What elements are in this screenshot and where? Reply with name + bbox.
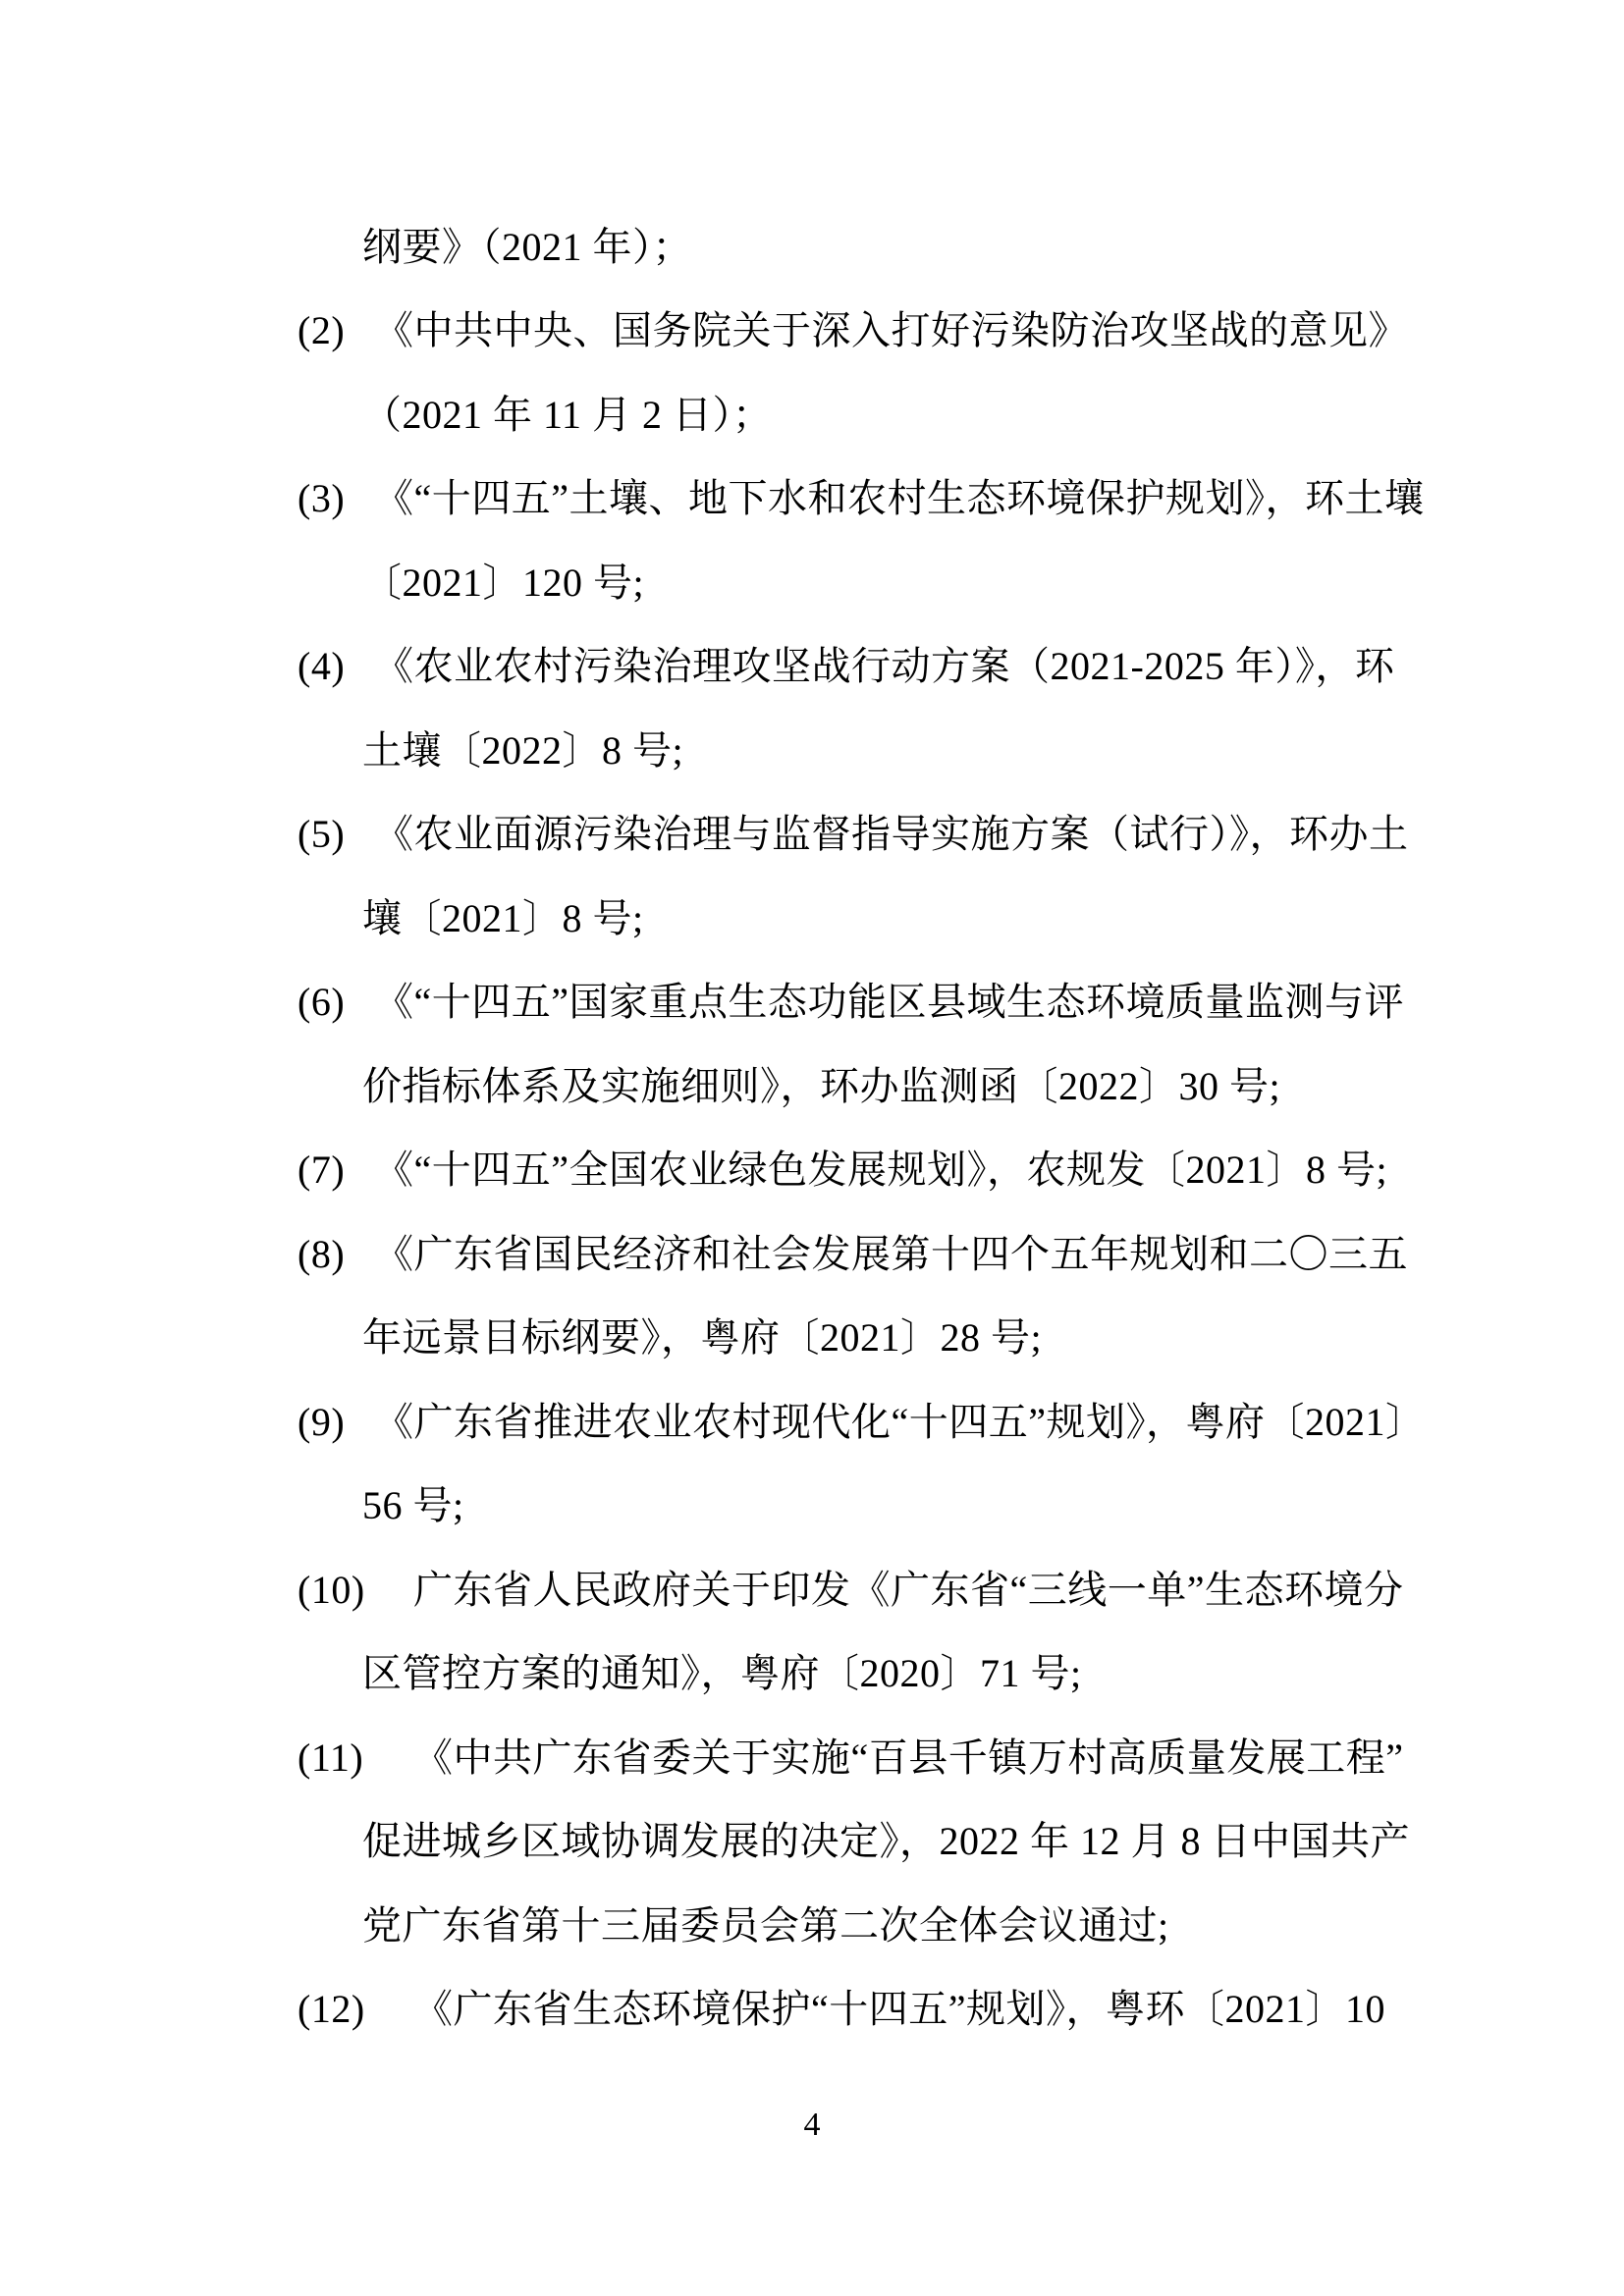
list-item-text: 《广东省国民经济和社会发展第十四个五年规划和二〇三五: [374, 1231, 1408, 1276]
list-item: [298, 290, 1446, 374]
list-item-continuation: [298, 205, 1446, 290]
list-item-text: 促进城乡区域协调发展的决定》，2022 年 12 月 8 日中国共产: [362, 1819, 1410, 1864]
list-item-text: 《农业农村污染治理攻坚战行动方案（2021-2025 年）》，环: [374, 644, 1395, 689]
list-item-number: (9): [298, 1399, 346, 1444]
list-item-text: 年远景目标纲要》，粤府〔2021〕28 号;: [362, 1315, 1043, 1361]
list-item: [298, 1212, 1446, 1297]
list-item-text: 广东省人民政府关于印发《广东省“三线一单”生态环境分: [413, 1567, 1404, 1612]
list-item-number: (11): [298, 1735, 364, 1780]
list-item-text: 价指标体系及实施细则》，环办监测函〔2022〕30 号;: [362, 1063, 1281, 1108]
list-item-continuation: [298, 1465, 1446, 1549]
list-item-text: 壤〔2021〕8 号;: [362, 895, 644, 940]
list-item-text: 《中共中央、国务院关于深入打好污染防治攻坚战的意见》: [374, 308, 1408, 353]
list-item-text: （2021 年 11 月 2 日）；: [362, 392, 773, 437]
list-item: [298, 1380, 1446, 1465]
list-item: [298, 457, 1446, 542]
list-item-text: 土壤〔2022〕8 号;: [362, 727, 684, 773]
list-item-number: (3): [298, 476, 346, 521]
list-item-text: 党广东省第十三届委员会第二次全体会议通过;: [362, 1902, 1169, 1948]
list-item: [298, 961, 1446, 1045]
list-item: [298, 1129, 1446, 1213]
list-item-text: 《广东省生态环境保护“十四五”规划》，粤环〔2021〕10: [413, 1987, 1386, 2032]
list-item: [298, 625, 1446, 710]
list-item-text: 56 号;: [362, 1483, 464, 1528]
list-item-text: 《“十四五”国家重点生态功能区县域生态环境质量监测与评: [374, 980, 1405, 1025]
list-item-number: (4): [298, 644, 346, 689]
reference-list: [298, 205, 1446, 2052]
list-item-number: (10): [298, 1567, 365, 1612]
list-item-number: (5): [298, 812, 346, 857]
list-item-text: 纲要》（2021 年）；: [362, 224, 692, 269]
list-item-continuation: [298, 1884, 1446, 1968]
list-item-continuation: [298, 1632, 1446, 1717]
list-item-text: 《“十四五”全国农业绿色发展规划》，农规发〔2021〕8 号;: [374, 1148, 1388, 1193]
list-item-continuation: [298, 373, 1446, 457]
list-item: [298, 1548, 1446, 1632]
list-item-number: (7): [298, 1148, 346, 1193]
list-item: [298, 793, 1446, 878]
list-item: [298, 1716, 1446, 1800]
list-item-text: 《“十四五”土壤、地下水和农村生态环境保护规划》，环土壤: [374, 476, 1425, 521]
list-item-number: (6): [298, 980, 346, 1025]
list-item-text: 《中共广东省委关于实施“百县千镇万村高质量发展工程”: [413, 1735, 1404, 1780]
list-item-continuation: [298, 709, 1446, 793]
list-item-continuation: [298, 877, 1446, 961]
list-item-text: 《农业面源污染治理与监督指导实施方案（试行）》，环办土: [374, 812, 1409, 857]
list-item-number: (8): [298, 1231, 346, 1276]
page-number: 4: [803, 2107, 821, 2143]
list-item-number: (2): [298, 308, 346, 353]
list-item-text: 区管控方案的通知》，粤府〔2020〕71 号;: [362, 1651, 1082, 1696]
list-item-continuation: [298, 1297, 1446, 1381]
list-item-continuation: [298, 1800, 1446, 1885]
list-item: [298, 1968, 1446, 2053]
list-item-continuation: [298, 1044, 1446, 1129]
page-footer: [0, 2107, 1624, 2144]
list-item-text: 《广东省推进农业农村现代化“十四五”规划》，粤府〔2021〕: [374, 1399, 1426, 1444]
list-item-continuation: [298, 541, 1446, 625]
list-item-number: (12): [298, 1987, 365, 2032]
list-item-text: 〔2021〕120 号;: [362, 560, 645, 605]
